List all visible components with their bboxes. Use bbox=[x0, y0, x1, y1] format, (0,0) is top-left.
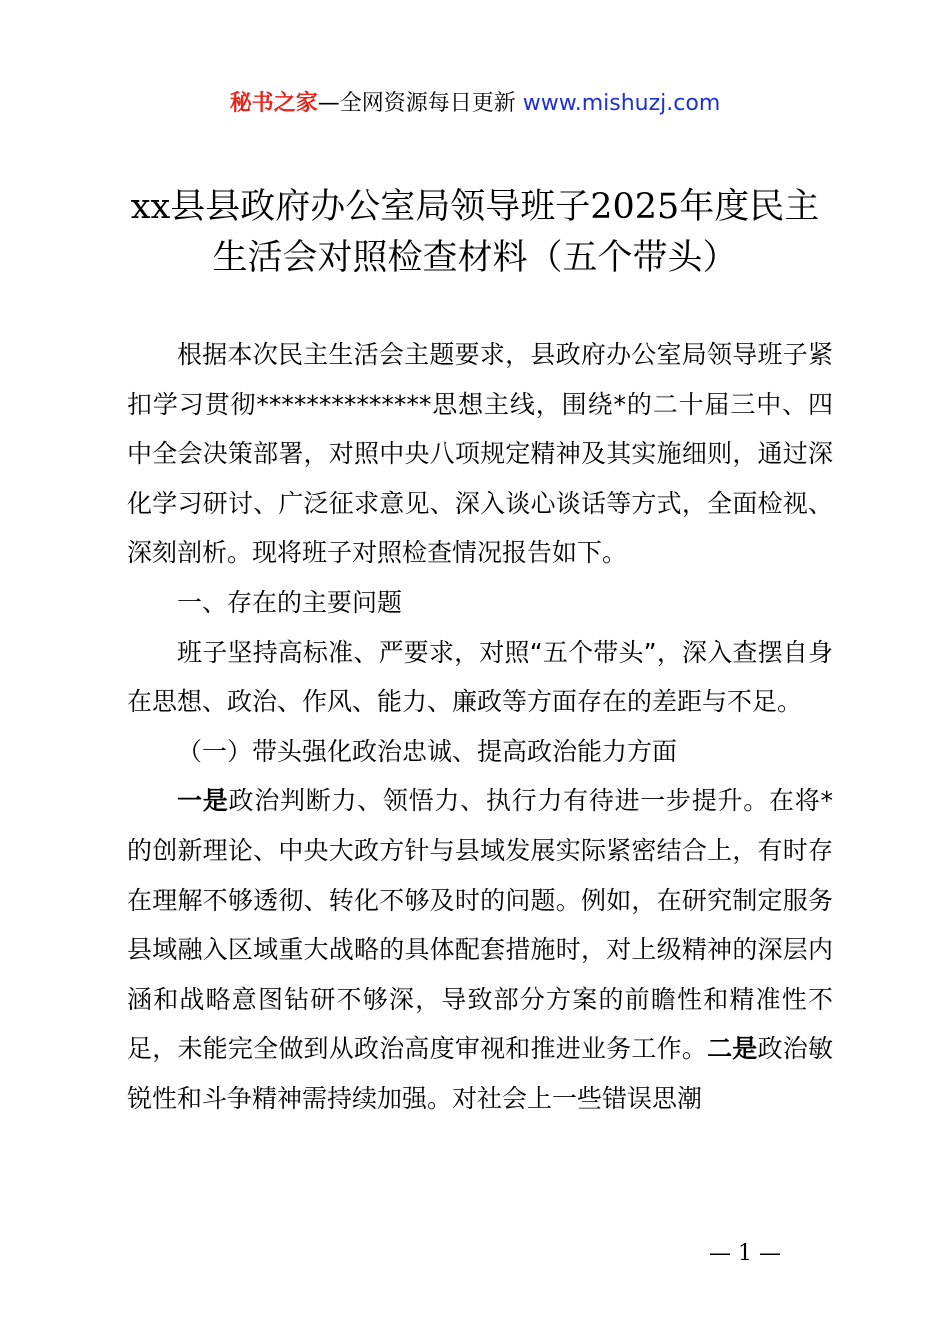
points-paragraph bbox=[127, 776, 833, 1123]
point-1-label: 一是 bbox=[177, 786, 229, 816]
site-url-link[interactable]: www.mishuzj.com bbox=[522, 91, 721, 116]
site-header bbox=[0, 88, 950, 120]
problems-summary-paragraph: 班子坚持高标准、严要求，对照“五个带头”，深入查摆自身在思想、政治、作风、能力、廉政等方面存在的差距与不足。 bbox=[127, 637, 833, 717]
intro-paragraph: 根据本次民主生活会主题要求，县政府办公室局领导班子紧扣学习贯彻**************思想主线，围绕*的二十届三中、四中全会决策部署，对照中央八项规定精神及其实施细则，通过深化学习研讨、广泛征求意见、深入谈心谈话等方式，全面检视、深刻剖析。现将班子对照检查情况报告如下。 bbox=[127, 340, 833, 568]
subsection-heading-political-loyalty: （一）带头强化政治忠诚、提高政治能力方面 bbox=[177, 736, 678, 766]
section-heading-problems: 一、存在的主要问题 bbox=[177, 587, 403, 617]
page-number: — 1 — bbox=[709, 1241, 781, 1266]
point-2-label: 二是 bbox=[707, 1034, 758, 1064]
site-slogan: —全网资源每日更新 bbox=[317, 91, 516, 116]
point-1-text: 政治判断力、领悟力、执行力有待进一步提升。在将*的创新理论、中央大政方针与县域发展实际紧密结合上，有时存在理解不够透彻、转化不够及时的问题。例如，在研究制定服务县域融入区域重大战略的具体配套措施时，对上级精神的深层内涵和战略意图钻研不够深，导致部分方案的前瞻性和精准性不足，未能完全做到从政治高度审视和推进业务工作。 bbox=[127, 786, 833, 1064]
document-title-line-1: xx县县政府办公室局领导班子2025年度民主 bbox=[130, 187, 820, 227]
point-2-text: 政治敏锐性和斗争精神需持续加强。对社会上一些错误思潮 bbox=[127, 1034, 833, 1113]
document-body bbox=[127, 330, 833, 1124]
document-title-line-2: 生活会对照检查材料（五个带头） bbox=[212, 238, 738, 278]
document-title bbox=[70, 182, 880, 284]
site-brand: 秘书之家 bbox=[229, 91, 318, 116]
